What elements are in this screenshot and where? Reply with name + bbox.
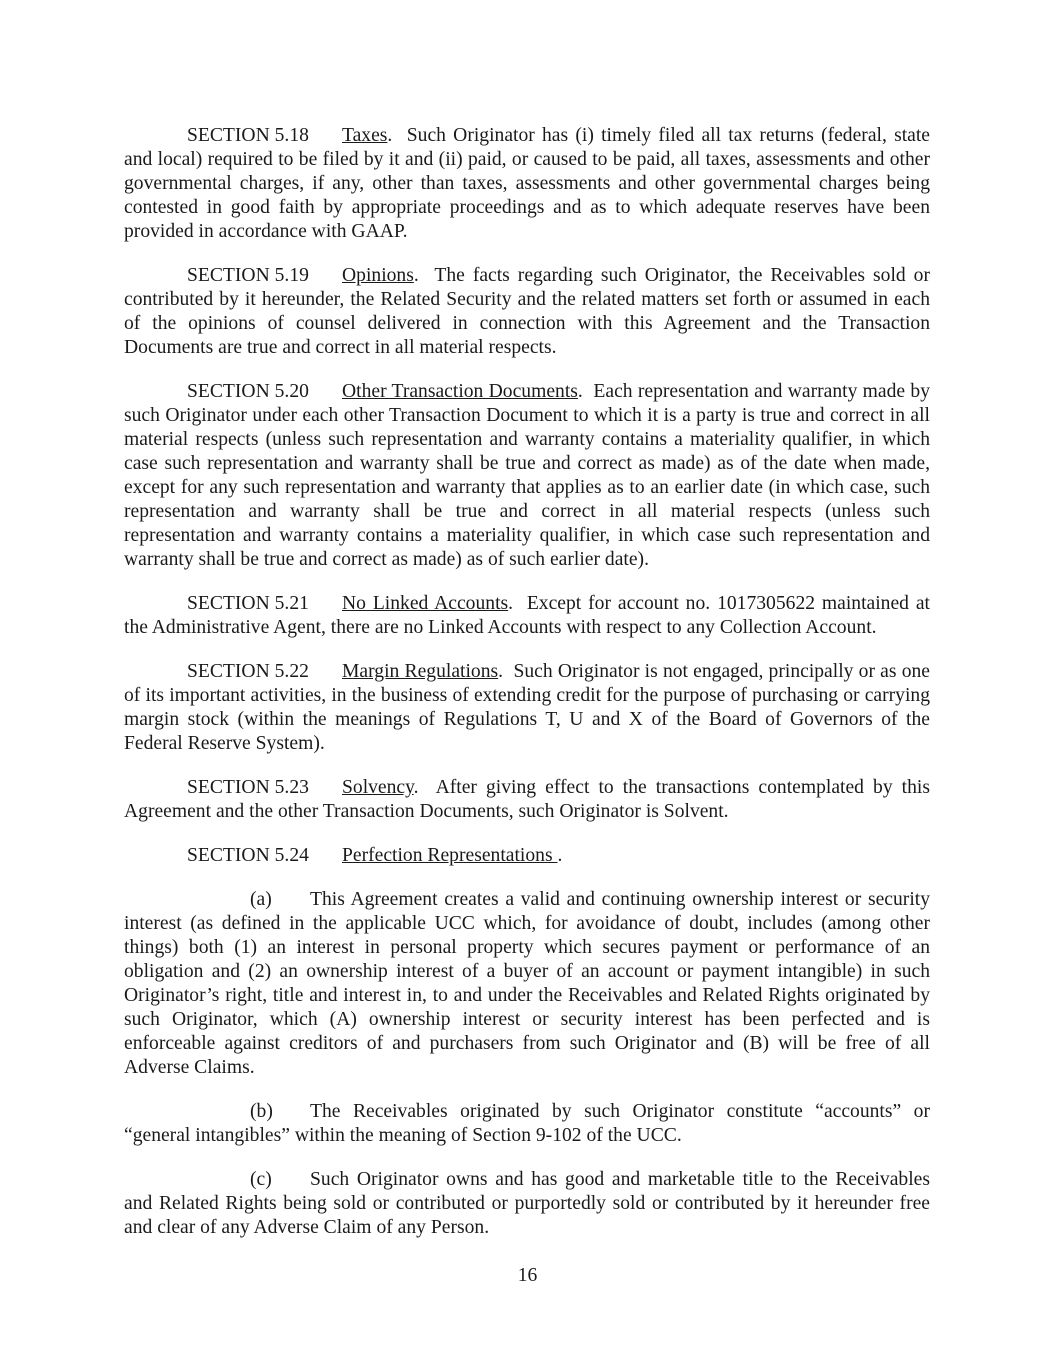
section-number: SECTION 5.18 (187, 125, 309, 146)
section-5-22: SECTION 5.22 Margin Regulations. Such Originator is not engaged, principally or as one of its important activities, in the business of extending credit for the purpose of purchasing or carrying margin stock (within the meanings of Regulations T, U and X of the Board of Governors of the Federal Reserve System). (124, 661, 930, 754)
section-5-21: SECTION 5.21 No Linked Accounts. Except for account no. 1017305622 maintained at the Administrative Agent, there are no Linked Accounts with respect to any Collection Account. (124, 593, 931, 638)
section-title: Margin Regulations (342, 661, 499, 682)
section-title: Opinions (342, 265, 414, 286)
section-title: Other Transaction Documents (342, 381, 578, 402)
section-5-19: SECTION 5.19 Opinions. The facts regarding such Originator, the Receivables sold or contributed by it hereunder, the Related Security and the related matters set forth or assumed in each of the opinions of counsel delivered in connection with this Agreement and the Transaction Documents are true and correct in all material respects. (124, 265, 930, 358)
subsection-label: (a) (250, 889, 272, 910)
section-number: SECTION 5.22 (187, 661, 309, 682)
section-title: Solvency (342, 777, 414, 798)
section-body: After giving effect to the transactions contemplated by this Agreement and the other Transaction Documents, such Originator is Solvent. (124, 777, 930, 822)
subsection-c (124, 1168, 930, 1240)
subsection-body: Such Originator owns and has good and marketable title to the Receivables and Related Rights being sold or contributed or purportedly sold or contributed by it hereunder free and clear of any Adverse Claim of any Person. (124, 1169, 930, 1238)
section-body: Such Originator has (i) timely filed all tax returns (federal, state and local) required to be filed by it and (ii) paid, or caused to be paid, all taxes, assessments and other governmental charges, if any, other than taxes, assessments and other governmental charges being contested in good faith by appropriate proceedings and as to which adequate reserves have been provided in accordance with GAAP. (124, 125, 930, 242)
subsection-a (124, 888, 930, 1080)
section-number: SECTION 5.19 (187, 265, 309, 286)
section-body: Except for account no. 1017305622 maintained at the Administrative Agent, there are no Linked Accounts with respect to any Collection Account. (124, 593, 931, 638)
section-title: No Linked Accounts (342, 593, 509, 614)
section-body: Each representation and warranty made by such Originator under each other Transaction Document to which it is a party is true and correct in all material respects (unless such representation and warranty contains a materiality qualifier, in which case such representation and warranty shall be true and correct as made) as of the date when made, except for any such representation and warranty that applies as to an earlier date (in which case, such representation and warranty shall be true and correct in all material respects (unless such representation and warranty contains a materiality qualifier, in which case such representation and warranty shall be true and correct as made) as of such earlier date). (124, 381, 930, 570)
section-body: The facts regarding such Originator, the Receivables sold or contributed by it hereunder, the Related Security and the related matters set forth or assumed in each of the opinions of counsel delivered in connection with this Agreement and the Transaction Documents are true and correct in all material respects. (124, 265, 930, 358)
section-5-20: SECTION 5.20 Other Transaction Documents. Each representation and warranty made by such Originator under each other Transaction Document to which it is a party is true and correct in all material respects (unless such representation and warranty contains a materiality qualifier, in which case such representation and warranty shall be true and correct as made) as of the date when made, except for any such representation and warranty that applies as to an earlier date (in which case, such representation and warranty shall be true and correct in all material respects (unless such representation and warranty contains a materiality qualifier, in which case such representation and warranty shall be true and correct as made) as of such earlier date). (124, 381, 930, 570)
subsection-label: (b) (250, 1101, 273, 1122)
section-5-18: SECTION 5.18 Taxes. Such Originator has (i) timely filed all tax returns (federal, state and local) required to be filed by it and (ii) paid, or caused to be paid, all taxes, assessments and other governmental charges, if any, other than taxes, assessments and other governmental charges being contested in good faith by appropriate proceedings and as to which adequate reserves have been provided in accordance with GAAP. (124, 125, 930, 242)
section-body: Such Originator is not engaged, principally or as one of its important activities, in the business of extending credit for the purpose of purchasing or carrying margin stock (within the meanings of Regulations T, U and X of the Board of Governors of the Federal Reserve System). (124, 661, 930, 754)
section-number: SECTION 5.24 (187, 845, 309, 866)
section-title: Taxes (342, 125, 388, 146)
section-number: SECTION 5.20 (187, 381, 309, 402)
section-5-23: SECTION 5.23 Solvency. After giving effect to the transactions contemplated by this Agreement and the other Transaction Documents, such Originator is Solvent. (124, 777, 930, 822)
subsection-body: This Agreement creates a valid and continuing ownership interest or security interest (as defined in the applicable UCC which, for avoidance of doubt, includes (among other things) both (1) an interest in personal property which secures payment or performance of an obligation and (2) an ownership interest of a buyer of an account or payment intangible) in such Originator’s right, title and interest in, to and under the Receivables and Related Rights originated by such Originator, which (A) ownership interest or security interest has been perfected and is enforceable against creditors of and purchasers from such Originator and (B) will be free of all Adverse Claims. (124, 889, 930, 1078)
section-5-24: SECTION 5.24 Perfection Representations . (187, 845, 563, 866)
subsection-body: The Receivables originated by such Originator constitute “accounts” or “general intangibles” within the meaning of Section 9-102 of the UCC. (124, 1101, 930, 1146)
section-number: SECTION 5.23 (187, 777, 309, 798)
subsection-label: (c) (250, 1169, 272, 1190)
document-page (124, 124, 930, 1260)
section-number: SECTION 5.21 (187, 593, 309, 614)
section-title: Perfection Representations (342, 845, 558, 866)
subsection-b (124, 1100, 930, 1148)
page-number: 16 (517, 1265, 538, 1286)
